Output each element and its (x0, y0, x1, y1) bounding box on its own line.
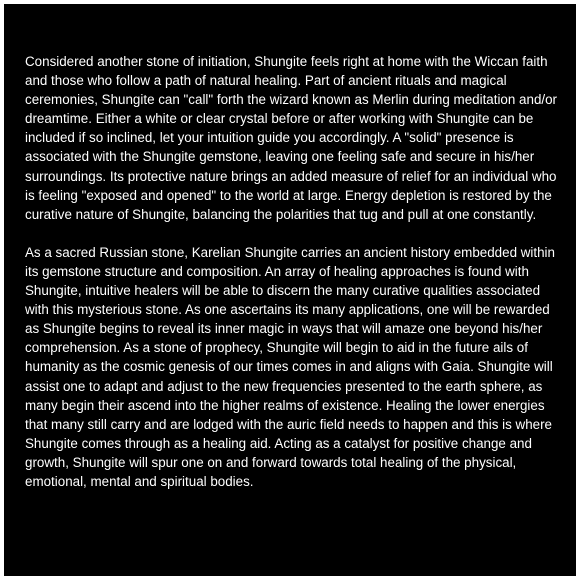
article-body (25, 52, 558, 491)
paragraph-2: As a sacred Russian stone, Karelian Shungite carries an ancient history embedded within its gemstone structure and composition. An array of healing approaches is found with Shungite, intuitive healers will be able to discern the many curative qualities associated with this mysterious stone. As one ascertains its many applications, one will be rewarded as Shungite begins to reveal its inner magic in ways that will amaze one beyond his/her comprehension. As a stone of prophecy, Shungite will begin to aid in the future ails of humanity as the cosmic genesis of our times comes in and aligns with Gaia. Shungite will assist one to adapt and adjust to the new frequencies presented to the earth sphere, as many begin their ascend into the higher realms of existence. Healing the lower energies that many still carry and are lodged with the auric field needs to happen and this is where Shungite comes through as a healing aid. Acting as a catalyst for positive change and growth, Shungite will spur one on and forward towards total healing of the physical, emotional, mental and spiritual bodies. (25, 244, 555, 489)
paragraph-1: Considered another stone of initiation, Shungite feels right at home with the Wiccan faith and those who follow a path of natural healing. Part of ancient rituals and magical ceremonies, Shungite can "call" forth the wizard known as Merlin during meditation and/or dreamtime. Either a white or clear crystal before or after working with Shungite can be included if so inclined, let your intuition guide you accordingly. A "solid" presence is associated with the Shungite gemstone, leaving one feeling safe and secure in his/her surroundings. Its protective nature brings an added measure of relief for an individual who is feeling "exposed and opened" to the world at large. Energy depletion is restored by the curative nature of Shungite, balancing the polarities that tug and pull at one constantly. (25, 54, 558, 222)
text-panel (4, 4, 576, 576)
